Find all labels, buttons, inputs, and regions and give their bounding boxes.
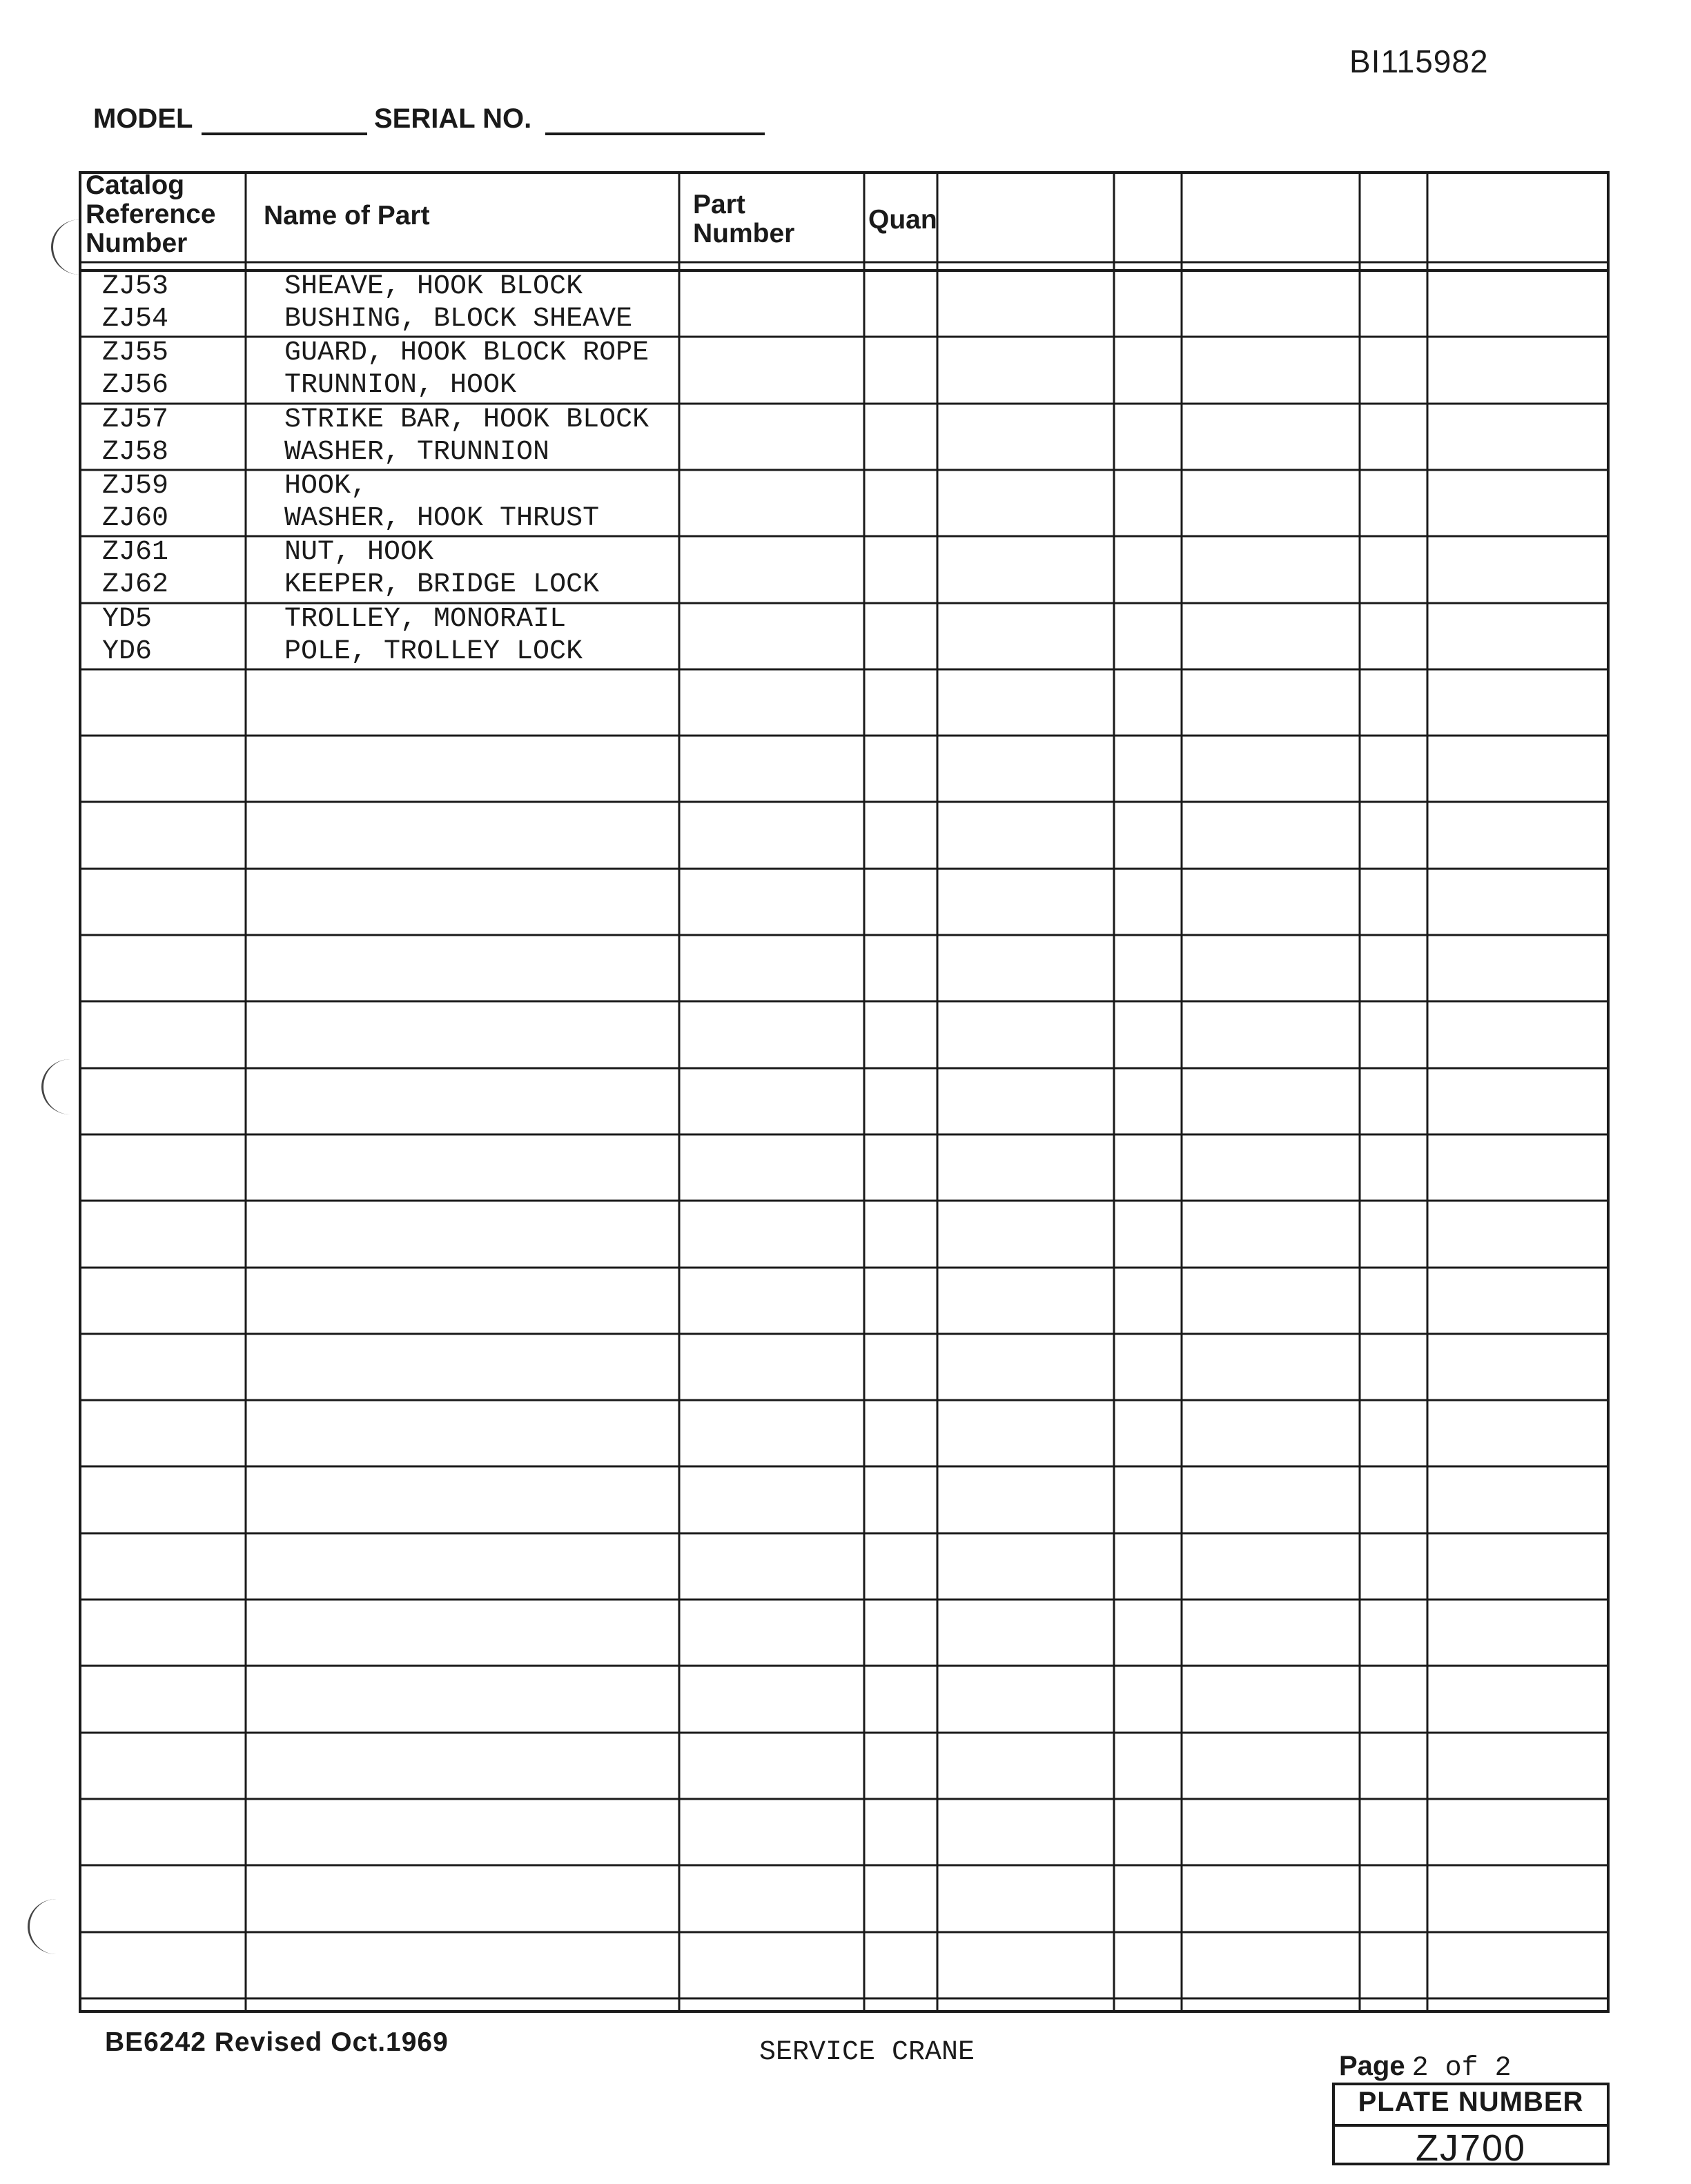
- part-name-cell: KEEPER, BRIDGE LOCK: [284, 569, 600, 601]
- header-quantity: Quan: [868, 205, 937, 235]
- catalog-ref-cell: ZJ57: [102, 404, 169, 435]
- header-name-of-part: Name of Part: [264, 201, 430, 230]
- document-id: BI115982: [1349, 43, 1489, 79]
- header-part-number-line2: Number: [693, 219, 795, 248]
- catalog-ref-cell: ZJ56: [102, 370, 169, 402]
- catalog-ref-cell: ZJ61: [102, 537, 169, 569]
- part-name-cell: TRUNNION, HOOK: [284, 370, 517, 402]
- catalog-ref-cell: ZJ53: [102, 271, 169, 302]
- catalog-ref-cell: ZJ59: [102, 470, 169, 502]
- catalog-ref-cell: YD5: [102, 603, 153, 635]
- header-catalog-line2: Reference: [86, 199, 216, 229]
- header-catalog-line3: Number: [86, 228, 188, 258]
- part-name-cell: WASHER, HOOK THRUST: [284, 502, 600, 534]
- part-name-cell: STRIKE BAR, HOOK BLOCK: [284, 404, 649, 435]
- catalog-ref-cell: ZJ62: [102, 569, 169, 601]
- catalog-ref-cell: ZJ58: [102, 436, 169, 468]
- header-catalog-reference: [86, 171, 216, 258]
- form-number: BE6242 Revised Oct.1969: [105, 2027, 449, 2057]
- page-of: 2 of 2: [1411, 2053, 1512, 2084]
- serial-label: SERIAL NO.: [374, 104, 532, 134]
- document-title: SERVICE CRANE: [759, 2037, 975, 2068]
- part-name-cell: NUT, HOOK: [284, 537, 434, 569]
- part-name-cell: WASHER, TRUNNION: [284, 436, 550, 468]
- part-name-cell: SHEAVE, HOOK BLOCK: [284, 271, 583, 302]
- part-name-cell: HOOK,: [284, 470, 368, 502]
- part-name-cell: BUSHING, BLOCK SHEAVE: [284, 304, 633, 335]
- plate-number-box: [1332, 2083, 1610, 2169]
- part-name-cell: TROLLEY, MONORAIL: [284, 603, 567, 635]
- page-label: Page: [1339, 2051, 1405, 2081]
- header-part-number: [693, 190, 794, 248]
- model-label: MODEL: [93, 104, 193, 134]
- part-name-cell: POLE, TROLLEY LOCK: [284, 636, 583, 667]
- page-indicator: [1339, 2049, 1512, 2084]
- plate-number-label: PLATE NUMBER: [1358, 2087, 1584, 2117]
- catalog-ref-cell: ZJ55: [102, 337, 169, 369]
- catalog-ref-cell: YD6: [102, 636, 153, 667]
- catalog-ref-cell: ZJ60: [102, 502, 169, 534]
- header-part-number-line1: Part: [693, 190, 745, 219]
- catalog-ref-cell: ZJ54: [102, 304, 169, 335]
- plate-number-value: ZJ700: [1415, 2127, 1527, 2169]
- part-name-cell: GUARD, HOOK BLOCK ROPE: [284, 337, 649, 369]
- header-catalog-line1: Catalog: [86, 170, 185, 200]
